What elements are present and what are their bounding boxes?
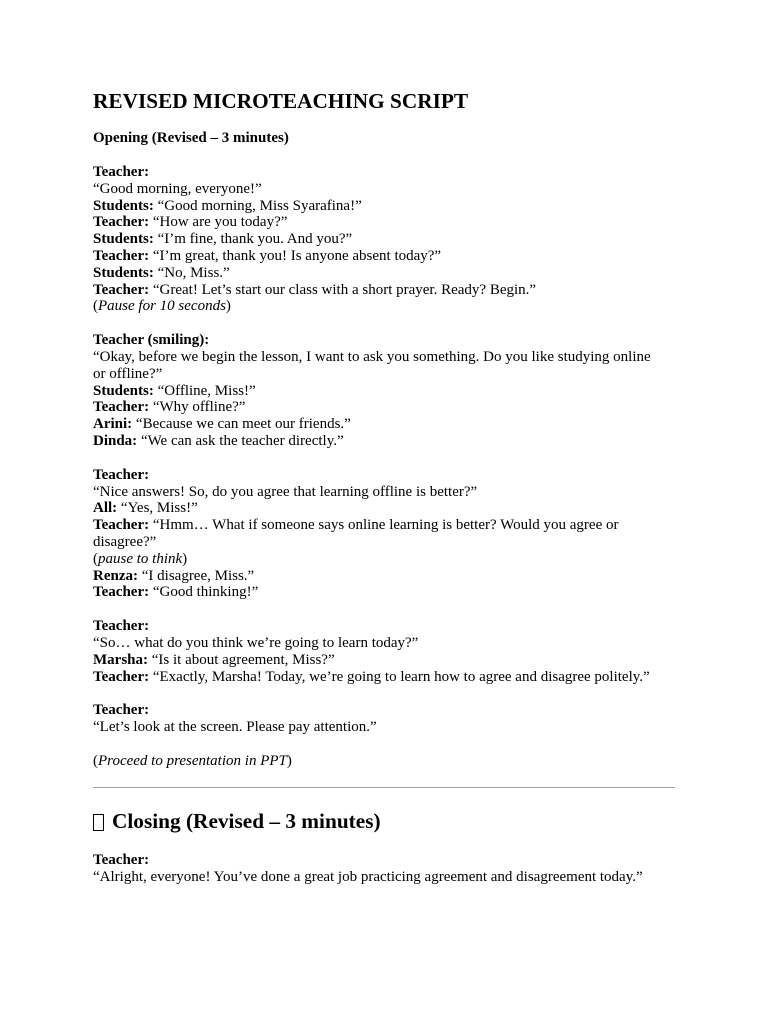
- dialogue-text: disagree?”: [93, 533, 157, 550]
- dialogue-text: “Offline, Miss!”: [153, 382, 256, 399]
- dialogue-line: [93, 349, 683, 366]
- dialogue-text: “Great! Let’s start our class with a short prayer. Ready? Begin.”: [149, 281, 537, 298]
- speaker-label: Teacher:: [93, 618, 150, 635]
- dialogue-text: “Is it about agreement, Miss?”: [148, 651, 335, 668]
- dialogue-line: [93, 534, 683, 551]
- dialogue-text: (: [93, 550, 98, 567]
- closing-heading-text: Closing (Revised – 3 minutes): [112, 808, 381, 833]
- speaker-label: Teacher:: [93, 851, 150, 868]
- dialogue-line: [93, 702, 683, 719]
- dialogue-block: [93, 164, 683, 315]
- dialogue-line: [93, 164, 683, 181]
- dialogue-line: [93, 484, 683, 501]
- speaker-label: Students:: [93, 382, 154, 399]
- dialogue-text: “Hmm… What if someone says online learning is better? Would you agree or: [149, 517, 619, 534]
- dialogue-text: “I’m great, thank you! Is anyone absent today?”: [149, 247, 442, 264]
- speaker-label: Renza:: [93, 567, 138, 584]
- dialogue-text: “No, Miss.”: [153, 264, 230, 281]
- speaker-label: Teacher:: [93, 668, 150, 685]
- speaker-label: Teacher:: [93, 584, 150, 601]
- dialogue-line: [93, 366, 683, 383]
- dialogue-text: “Let’s look at the screen. Please pay attention.”: [93, 719, 377, 736]
- speaker-label: Teacher:: [93, 164, 150, 180]
- opening-script: [93, 164, 683, 770]
- dialogue-line: [93, 198, 683, 215]
- speaker-label: Teacher:: [93, 517, 150, 534]
- dialogue-text: “We can ask the teacher directly.”: [137, 432, 344, 449]
- dialogue-line: [93, 551, 683, 568]
- dialogue-block: [93, 852, 683, 886]
- stage-direction: pause to think: [98, 550, 183, 567]
- dialogue-line: [93, 399, 683, 416]
- dialogue-text: ): [182, 550, 188, 567]
- dialogue-text: “Yes, Miss!”: [117, 500, 198, 517]
- speaker-label: Teacher:: [93, 466, 150, 483]
- missing-glyph-icon: [93, 814, 104, 831]
- dialogue-line: [93, 719, 683, 736]
- dialogue-text: “Alright, everyone! You’ve done a great job practicing agreement and disagreement today.”: [93, 868, 643, 885]
- dialogue-text: “So… what do you think we’re going to learn today?”: [93, 634, 419, 651]
- dialogue-line: [93, 669, 683, 686]
- dialogue-block: [93, 702, 683, 736]
- speaker-label: Marsha:: [93, 651, 148, 668]
- dialogue-line: [93, 282, 683, 299]
- dialogue-line: [93, 332, 683, 349]
- speaker-label: Arini:: [93, 416, 133, 433]
- dialogue-text: “I’m fine, thank you. And you?”: [153, 231, 353, 248]
- speaker-label: Teacher:: [93, 281, 150, 298]
- dialogue-text: “Good morning, Miss Syarafina!”: [153, 197, 362, 214]
- speaker-label: Teacher:: [93, 214, 150, 231]
- dialogue-block: [93, 753, 683, 770]
- dialogue-line: [93, 517, 683, 534]
- closing-script: [93, 852, 683, 886]
- dialogue-line: [93, 652, 683, 669]
- dialogue-text: “Exactly, Marsha! Today, we’re going to learn how to agree and disagree politely.”: [149, 668, 650, 685]
- dialogue-text: (: [93, 752, 98, 769]
- stage-direction: Pause for 10 seconds: [98, 298, 226, 315]
- dialogue-line: [93, 383, 683, 400]
- dialogue-line: [93, 584, 683, 601]
- dialogue-line: [93, 500, 683, 517]
- dialogue-line: [93, 467, 683, 484]
- dialogue-text: or offline?”: [93, 365, 163, 382]
- dialogue-block: [93, 618, 683, 685]
- speaker-label: Students:: [93, 264, 154, 281]
- speaker-label: Teacher (smiling):: [93, 332, 210, 349]
- dialogue-text: ): [286, 752, 292, 769]
- dialogue-line: [93, 869, 683, 886]
- speaker-label: Teacher:: [93, 247, 150, 264]
- dialogue-line: [93, 298, 683, 315]
- closing-heading: [93, 808, 683, 834]
- dialogue-text: (: [93, 298, 98, 315]
- dialogue-text: “Okay, before we begin the lesson, I want to ask you something. Do you like studying online: [93, 348, 651, 365]
- stage-direction: Proceed to presentation in PPT: [98, 752, 287, 769]
- dialogue-text: ): [225, 298, 231, 315]
- dialogue-line: [93, 181, 683, 198]
- dialogue-text: “I disagree, Miss.”: [138, 567, 255, 584]
- dialogue-line: [93, 433, 683, 450]
- speaker-label: Teacher:: [93, 399, 150, 416]
- dialogue-text: “Because we can meet our friends.”: [132, 416, 351, 433]
- dialogue-text: “Good morning, everyone!”: [93, 180, 262, 197]
- dialogue-block: [93, 467, 683, 601]
- dialogue-text: “Good thinking!”: [149, 584, 259, 601]
- dialogue-block: [93, 332, 683, 450]
- dialogue-text: “Nice answers! So, do you agree that learning offline is better?”: [93, 483, 478, 500]
- speaker-label: Students:: [93, 231, 154, 248]
- dialogue-line: [93, 753, 683, 770]
- dialogue-text: “How are you today?”: [149, 214, 288, 231]
- document-page: [93, 88, 683, 885]
- document-title: REVISED MICROTEACHING SCRIPT: [93, 89, 469, 113]
- speaker-label: All:: [93, 500, 118, 517]
- opening-heading: Opening (Revised – 3 minutes): [93, 130, 289, 146]
- dialogue-line: [93, 214, 683, 231]
- section-divider: [93, 787, 675, 788]
- speaker-label: Teacher:: [93, 702, 150, 719]
- dialogue-line: [93, 265, 683, 282]
- dialogue-line: [93, 852, 683, 869]
- dialogue-line: [93, 618, 683, 635]
- dialogue-line: [93, 635, 683, 652]
- dialogue-text: “Why offline?”: [149, 399, 246, 416]
- dialogue-line: [93, 231, 683, 248]
- dialogue-line: [93, 416, 683, 433]
- dialogue-line: [93, 248, 683, 265]
- dialogue-line: [93, 568, 683, 585]
- speaker-label: Students:: [93, 197, 154, 214]
- speaker-label: Dinda:: [93, 432, 138, 449]
